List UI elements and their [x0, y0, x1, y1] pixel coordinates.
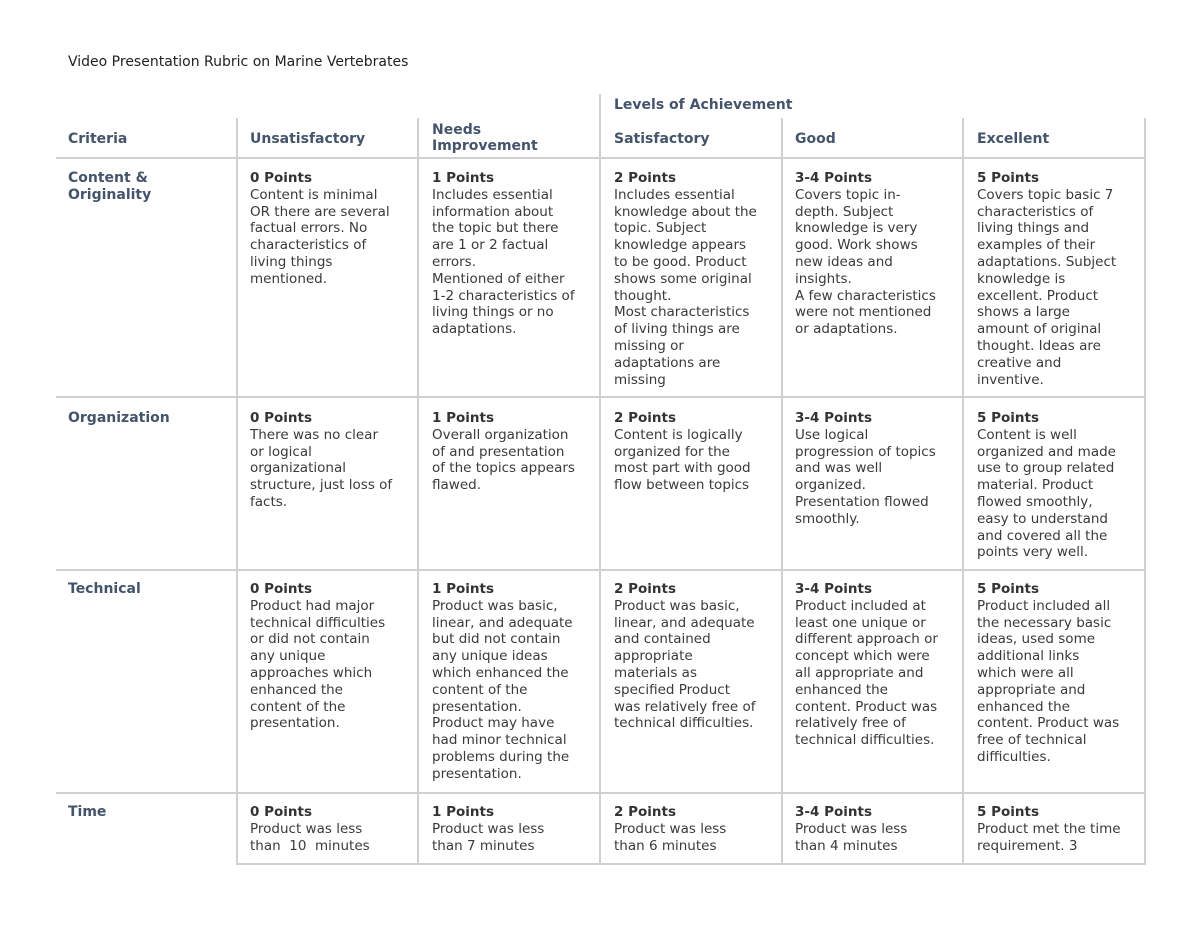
cell-description-line: appropriate	[614, 648, 693, 665]
header-needs-improvement	[432, 122, 538, 154]
cell-description-line: content of the	[432, 681, 528, 698]
cell-description-line: Product was less	[795, 820, 908, 837]
points-label: 2 Points	[614, 170, 676, 186]
cell-description-line: concept which were	[795, 648, 930, 665]
cell-description-line: linear, and adequate	[432, 614, 573, 631]
cell-description-line: knowledge appears	[614, 237, 747, 254]
cell-description-line: Use logical	[795, 426, 869, 443]
cell-description-line: presentation.	[250, 715, 340, 732]
header-good: Good	[795, 131, 836, 147]
criteria-label-line: Content &	[68, 170, 148, 186]
points-label: 2 Points	[614, 804, 676, 820]
cell-description-line: than 6 minutes	[614, 837, 717, 854]
cell-description-line: thought.	[614, 287, 672, 304]
cell-description-line: inventive.	[977, 371, 1044, 388]
cell-description-line: Product was less	[614, 820, 727, 837]
grid-line	[56, 792, 1146, 794]
cell-description-line: topic. Subject	[614, 220, 707, 237]
cell-description-line: depth. Subject	[795, 203, 894, 220]
cell-description-line: material. Product	[977, 477, 1094, 494]
cell-description-line: missing or	[614, 337, 684, 354]
cell-description-line: approaches which	[250, 664, 373, 681]
cell-description-line: amount of original	[977, 321, 1102, 338]
cell-description-line: but did not contain	[432, 631, 561, 648]
points-label: 0 Points	[250, 804, 312, 820]
cell-description-line: than 7 minutes	[432, 837, 535, 854]
cell-description-line: thought. Ideas are	[977, 337, 1101, 354]
criteria-label	[68, 804, 106, 821]
cell-description-line: There was no clear	[250, 426, 379, 443]
criteria-label	[68, 170, 151, 204]
cell-description-line: organized and made	[977, 443, 1116, 460]
points-label: 5 Points	[977, 581, 1039, 597]
cell-description-line: living things	[250, 253, 333, 270]
cell-description-line: of and presentation	[432, 443, 565, 460]
cell-description-line: Product included all	[977, 597, 1111, 614]
points-label: 5 Points	[977, 410, 1039, 426]
points-label: 3-4 Points	[795, 581, 872, 597]
cell-description-line: structure, just loss of	[250, 477, 393, 494]
cell-description-line: missing	[614, 371, 666, 388]
rubric-cell	[250, 410, 392, 511]
cell-description-line: enhanced the	[250, 681, 343, 698]
points-label: 0 Points	[250, 581, 312, 597]
criteria-label	[68, 581, 141, 598]
points-label: 0 Points	[250, 410, 312, 426]
cell-description-line: were not mentioned	[795, 304, 932, 321]
criteria-label	[68, 410, 170, 427]
criteria-label-line: Technical	[68, 581, 141, 597]
grid-line	[236, 118, 238, 865]
cell-description-line: technical difficulties.	[795, 732, 935, 749]
cell-description-line: A few characteristics	[795, 287, 936, 304]
cell-description-line: facts.	[250, 493, 288, 510]
header-criteria: Criteria	[68, 131, 128, 147]
cell-description-line: materials as	[614, 664, 697, 681]
cell-description-line: additional links	[977, 648, 1080, 665]
cell-description-line: Covers topic basic 7	[977, 186, 1114, 203]
cell-description-line: insights.	[795, 270, 852, 287]
cell-description-line: Product was less	[250, 820, 363, 837]
cell-description-line: mentioned.	[250, 270, 328, 287]
grid-line	[1144, 118, 1146, 865]
cell-description-line: Overall organization	[432, 426, 569, 443]
cell-description-line: which were all	[977, 664, 1074, 681]
cell-description-line: was relatively free of	[614, 698, 756, 715]
points-label: 3-4 Points	[795, 410, 872, 426]
rubric-cell	[614, 581, 756, 732]
header-excellent: Excellent	[977, 131, 1050, 147]
cell-description-line: the necessary basic	[977, 614, 1112, 631]
cell-description-line: the topic but there	[432, 220, 559, 237]
rubric-cell	[977, 804, 1121, 854]
header-needs-improvement-line: Needs	[432, 122, 482, 138]
rubric-cell	[432, 410, 575, 494]
rubric-cell	[432, 170, 575, 338]
cell-description-line: requirement. 3	[977, 837, 1078, 854]
points-label: 1 Points	[432, 170, 494, 186]
rubric-cell	[614, 170, 757, 388]
cell-description-line: Product had major	[250, 597, 375, 614]
points-label: 1 Points	[432, 581, 494, 597]
cell-description-line: new ideas and	[795, 253, 893, 270]
cell-description-line: enhanced the	[795, 681, 888, 698]
cell-description-line: points very well.	[977, 544, 1089, 561]
cell-description-line: linear, and adequate	[614, 614, 755, 631]
cell-description-line: Product was basic,	[432, 597, 558, 614]
cell-description-line: living things and	[977, 220, 1090, 237]
cell-description-line: flowed smoothly,	[977, 493, 1093, 510]
cell-description-line: are 1 or 2 factual	[432, 237, 549, 254]
grid-line	[236, 863, 1146, 865]
cell-description-line: creative and	[977, 354, 1062, 371]
cell-description-line: Product was less	[432, 820, 545, 837]
cell-description-line: Most characteristics	[614, 304, 750, 321]
header-satisfactory: Satisfactory	[614, 131, 710, 147]
cell-description-line: and was well	[795, 460, 883, 477]
cell-description-line: than 10 minutes	[250, 837, 370, 854]
cell-description-line: presentation.	[432, 765, 522, 782]
cell-description-line: easy to understand	[977, 510, 1108, 527]
cell-description-line: Includes essential	[614, 186, 735, 203]
grid-line	[962, 118, 964, 865]
cell-description-line: technical difficulties	[250, 614, 386, 631]
cell-description-line: different approach or	[795, 631, 938, 648]
cell-description-line: than 4 minutes	[795, 837, 898, 854]
cell-description-line: and contained	[614, 631, 711, 648]
grid-line	[56, 396, 1146, 398]
grid-line	[56, 157, 1146, 159]
cell-description-line: any unique	[250, 648, 326, 665]
cell-description-line: characteristics of	[250, 237, 367, 254]
cell-description-line: Product may have	[432, 715, 555, 732]
cell-description-line: adaptations are	[614, 354, 721, 371]
cell-description-line: enhanced the	[977, 698, 1070, 715]
cell-description-line: excellent. Product	[977, 287, 1099, 304]
rubric-cell	[614, 410, 751, 494]
cell-description-line: technical difficulties.	[614, 715, 754, 732]
rubric-cell	[250, 804, 370, 854]
cell-description-line: content of the	[250, 698, 346, 715]
rubric-cell	[614, 804, 726, 854]
cell-description-line: Includes essential	[432, 186, 553, 203]
rubric-cell	[250, 581, 385, 732]
points-label: 5 Points	[977, 170, 1039, 186]
cell-description-line: Product was basic,	[614, 597, 740, 614]
rubric-cell	[977, 581, 1119, 766]
cell-description-line: Content is logically	[614, 426, 743, 443]
cell-description-line: to be good. Product	[614, 253, 747, 270]
cell-description-line: information about	[432, 203, 554, 220]
cell-description-line: organized.	[795, 477, 866, 494]
rubric-cell	[795, 410, 936, 528]
cell-description-line: shows a large	[977, 304, 1070, 321]
cell-description-line: and covered all the	[977, 527, 1108, 544]
cell-description-line: content. Product was	[977, 715, 1120, 732]
grid-line	[599, 94, 601, 158]
document-title: Video Presentation Rubric on Marine Vertebrates	[68, 54, 409, 70]
rubric-cell	[977, 410, 1116, 561]
cell-description-line: or adaptations.	[795, 321, 898, 338]
cell-description-line: Content is well	[977, 426, 1077, 443]
criteria-label-line: Originality	[68, 186, 152, 203]
cell-description-line: Content is minimal	[250, 186, 378, 203]
cell-description-line: Mentioned of either	[432, 270, 565, 287]
cell-description-line: adaptations.	[432, 321, 517, 338]
cell-description-line: presentation.	[432, 698, 522, 715]
header-needs-improvement-line: Improvement	[432, 138, 538, 154]
points-label: 3-4 Points	[795, 170, 872, 186]
cell-description-line: or did not contain	[250, 631, 370, 648]
rubric-cell	[795, 804, 907, 854]
cell-description-line: shows some original	[614, 270, 752, 287]
cell-description-line: knowledge about the	[614, 203, 757, 220]
cell-description-line: OR there are several	[250, 203, 390, 220]
cell-description-line: or logical	[250, 443, 312, 460]
cell-description-line: problems during the	[432, 748, 570, 765]
cell-description-line: characteristics of	[977, 203, 1094, 220]
levels-of-achievement-heading: Levels of Achievement	[614, 97, 793, 113]
cell-description-line: least one unique or	[795, 614, 926, 631]
rubric-cell	[977, 170, 1116, 388]
cell-description-line: content. Product was	[795, 698, 938, 715]
points-label: 2 Points	[614, 581, 676, 597]
cell-description-line: which enhanced the	[432, 664, 569, 681]
rubric-cell	[795, 170, 936, 338]
cell-description-line: Covers topic in-	[795, 186, 901, 203]
cell-description-line: all appropriate and	[795, 664, 924, 681]
cell-description-line: appropriate and	[977, 681, 1086, 698]
cell-description-line: progression of topics	[795, 443, 936, 460]
cell-description-line: specified Product	[614, 681, 731, 698]
cell-description-line: most part with good	[614, 460, 751, 477]
cell-description-line: good. Work shows	[795, 237, 918, 254]
cell-description-line: flow between topics	[614, 477, 750, 494]
cell-description-line: free of technical	[977, 732, 1087, 749]
cell-description-line: errors.	[432, 253, 477, 270]
cell-description-line: organized for the	[614, 443, 730, 460]
points-label: 0 Points	[250, 170, 312, 186]
criteria-label-line: Time	[68, 804, 107, 820]
criteria-label-line: Organization	[68, 410, 170, 426]
points-label: 3-4 Points	[795, 804, 872, 820]
rubric-cell	[432, 804, 544, 854]
cell-description-line: flawed.	[432, 477, 481, 494]
cell-description-line: Product included at	[795, 597, 926, 614]
cell-description-line: knowledge is	[977, 270, 1066, 287]
cell-description-line: knowledge is very	[795, 220, 918, 237]
cell-description-line: Presentation flowed	[795, 493, 929, 510]
cell-description-line: organizational	[250, 460, 346, 477]
cell-description-line: smoothly.	[795, 510, 860, 527]
rubric-cell	[432, 581, 573, 783]
cell-description-line: had minor technical	[432, 732, 567, 749]
cell-description-line: any unique ideas	[432, 648, 548, 665]
cell-description-line: 1-2 characteristics of	[432, 287, 575, 304]
cell-description-line: relatively free of	[795, 715, 906, 732]
cell-description-line: examples of their	[977, 237, 1096, 254]
grid-line	[417, 118, 419, 865]
rubric-cell	[250, 170, 390, 288]
cell-description-line: difficulties.	[977, 748, 1051, 765]
header-unsatisfactory: Unsatisfactory	[250, 131, 366, 147]
rubric-cell	[795, 581, 938, 749]
cell-description-line: adaptations. Subject	[977, 253, 1117, 270]
cell-description-line: ideas, used some	[977, 631, 1096, 648]
cell-description-line: of the topics appears	[432, 460, 575, 477]
cell-description-line: factual errors. No	[250, 220, 368, 237]
grid-line	[781, 118, 783, 865]
points-label: 2 Points	[614, 410, 676, 426]
grid-line	[599, 158, 601, 865]
cell-description-line: use to group related	[977, 460, 1115, 477]
points-label: 5 Points	[977, 804, 1039, 820]
cell-description-line: Product met the time	[977, 820, 1121, 837]
points-label: 1 Points	[432, 804, 494, 820]
points-label: 1 Points	[432, 410, 494, 426]
cell-description-line: living things or no	[432, 304, 554, 321]
cell-description-line: of living things are	[614, 321, 740, 338]
grid-line	[56, 569, 1146, 571]
